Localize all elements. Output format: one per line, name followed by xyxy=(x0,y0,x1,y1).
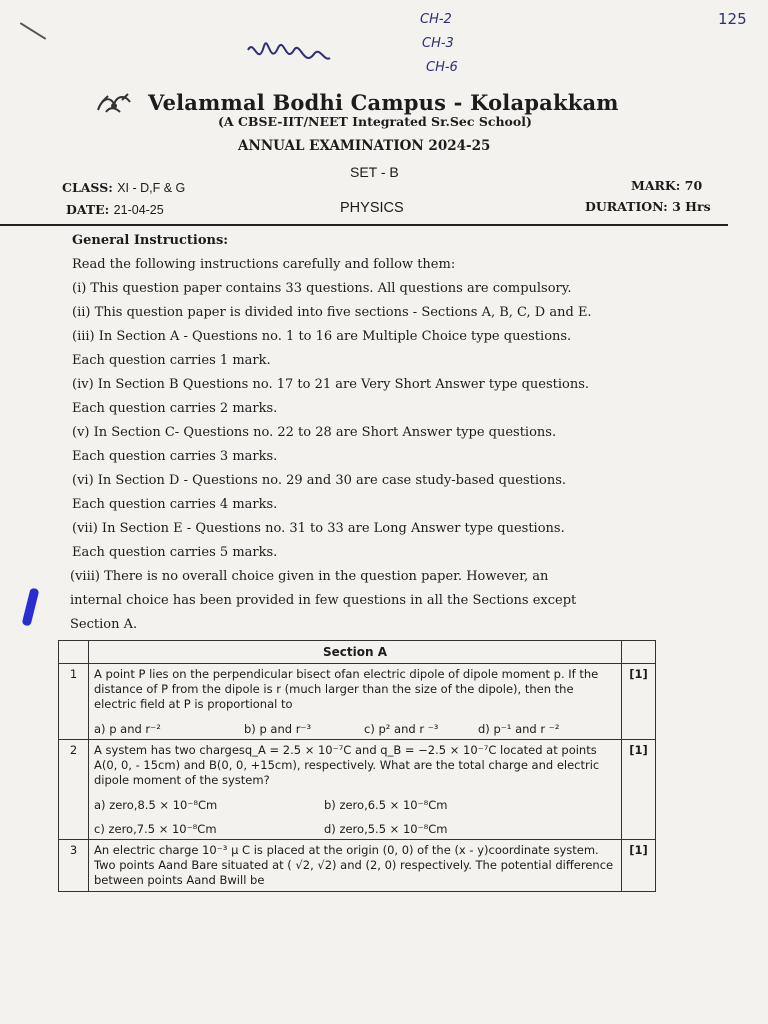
instruction-line: internal choice has been provided in few questions in all the Sections except xyxy=(70,593,577,608)
options-row xyxy=(94,722,616,736)
instruction-line: Section A. xyxy=(70,617,138,632)
chapter-note-2: CH-3 xyxy=(422,36,454,51)
max-marks: MARK: 70 xyxy=(631,178,703,193)
instruction-line: (vi) In Section D - Questions no. 29 and 30 are case study-based questions. xyxy=(72,473,567,488)
class-label: CLASS: xyxy=(62,180,113,195)
section-title: Section A xyxy=(89,641,622,664)
pen-mark xyxy=(20,22,47,40)
instruction-line: (i) This question paper contains 33 questions. All questions are compulsory. xyxy=(72,281,572,296)
question-text: A point P lies on the perpendicular bisect ofan electric dipole of dipole moment p. If the distance of P from the dipole is r (much larger than the size of the dipole), then the electric field at P is proportional to xyxy=(94,667,599,711)
instruction-line: Read the following instructions carefully and follow them: xyxy=(72,257,456,272)
school-logo-icon xyxy=(96,92,136,116)
chapter-note-3: CH-6 xyxy=(426,60,458,75)
subject: PHYSICS xyxy=(340,200,404,216)
handwritten-scribble xyxy=(244,28,334,78)
instruction-line: (ii) This question paper is divided into five sections - Sections A, B, C, D and E. xyxy=(72,305,592,320)
option-a: a) p and r⁻² xyxy=(94,722,161,736)
option-d: d) p⁻¹ and r ⁻² xyxy=(478,722,560,736)
option-c: c) zero,7.5 × 10⁻⁸Cm xyxy=(94,822,217,836)
exam-title: ANNUAL EXAMINATION 2024-25 xyxy=(238,138,491,154)
instruction-line: (iii) In Section A - Questions no. 1 to 16 are Multiple Choice type questions. xyxy=(72,329,572,344)
question-mark: [1] xyxy=(622,740,656,840)
section-a-table xyxy=(58,640,656,892)
question-mark: [1] xyxy=(622,664,656,740)
instruction-line: Each question carries 5 marks. xyxy=(72,545,278,560)
date-info xyxy=(66,202,164,217)
instruction-line: (iv) In Section B Questions no. 17 to 21 are Very Short Answer type questions. xyxy=(72,377,590,392)
instruction-line: Each question carries 2 marks. xyxy=(72,401,278,416)
question-number: 2 xyxy=(59,740,89,840)
instruction-line: (viii) There is no overall choice given in the question paper. However, an xyxy=(70,569,549,584)
class-info xyxy=(62,180,185,195)
instructions-title: General Instructions: xyxy=(72,233,229,248)
school-name: Velammal Bodhi Campus - Kolapakkam xyxy=(148,90,619,115)
question-text: An electric charge 10⁻³ μ C is placed at the origin (0, 0) of the (x - y)coordinate system. Two points Aand Bare situated at ( √2, √2) and (2, 0) respectively. The potential difference between points Aand Bwill be xyxy=(94,843,614,887)
option-c: c) p² and r ⁻³ xyxy=(364,722,439,736)
question-row xyxy=(59,664,656,740)
question-text: A system has two chargesq_A = 2.5 × 10⁻⁷C and q_B = −2.5 × 10⁻⁷C located at points A(0, 0, - 15cm) and B(0, 0, +15cm), respectively. What are the total charge and electric dipole moment of the system? xyxy=(94,743,600,787)
section-header-row xyxy=(59,641,656,664)
duration: DURATION: 3 Hrs xyxy=(585,199,711,214)
question-mark: [1] xyxy=(622,840,656,892)
date-label: DATE: xyxy=(66,202,110,217)
pen-stroke xyxy=(22,587,40,626)
options-grid xyxy=(94,798,616,836)
header-divider xyxy=(0,224,728,226)
date-value: 21-04-25 xyxy=(113,203,164,217)
option-b: b) p and r⁻³ xyxy=(244,722,312,736)
question-number: 3 xyxy=(59,840,89,892)
school-subtitle: (A CBSE-IIT/NEET Integrated Sr.Sec School) xyxy=(218,114,532,129)
option-d: d) zero,5.5 × 10⁻⁸Cm xyxy=(324,822,448,836)
instruction-line: (vii) In Section E - Questions no. 31 to 33 are Long Answer type questions. xyxy=(72,521,565,536)
option-a: a) zero,8.5 × 10⁻⁸Cm xyxy=(94,798,218,812)
question-number: 1 xyxy=(59,664,89,740)
question-row xyxy=(59,740,656,840)
question-row xyxy=(59,840,656,892)
page-number: 125 xyxy=(718,10,747,28)
instruction-line: (v) In Section C- Questions no. 22 to 28 are Short Answer type questions. xyxy=(72,425,557,440)
instruction-line: Each question carries 4 marks. xyxy=(72,497,278,512)
option-b: b) zero,6.5 × 10⁻⁸Cm xyxy=(324,798,448,812)
class-value: XI - D,F & G xyxy=(117,181,186,195)
chapter-note-1: CH-2 xyxy=(420,12,452,27)
exam-set: SET - B xyxy=(350,164,399,180)
instruction-line: Each question carries 1 mark. xyxy=(72,353,271,368)
instruction-line: Each question carries 3 marks. xyxy=(72,449,278,464)
